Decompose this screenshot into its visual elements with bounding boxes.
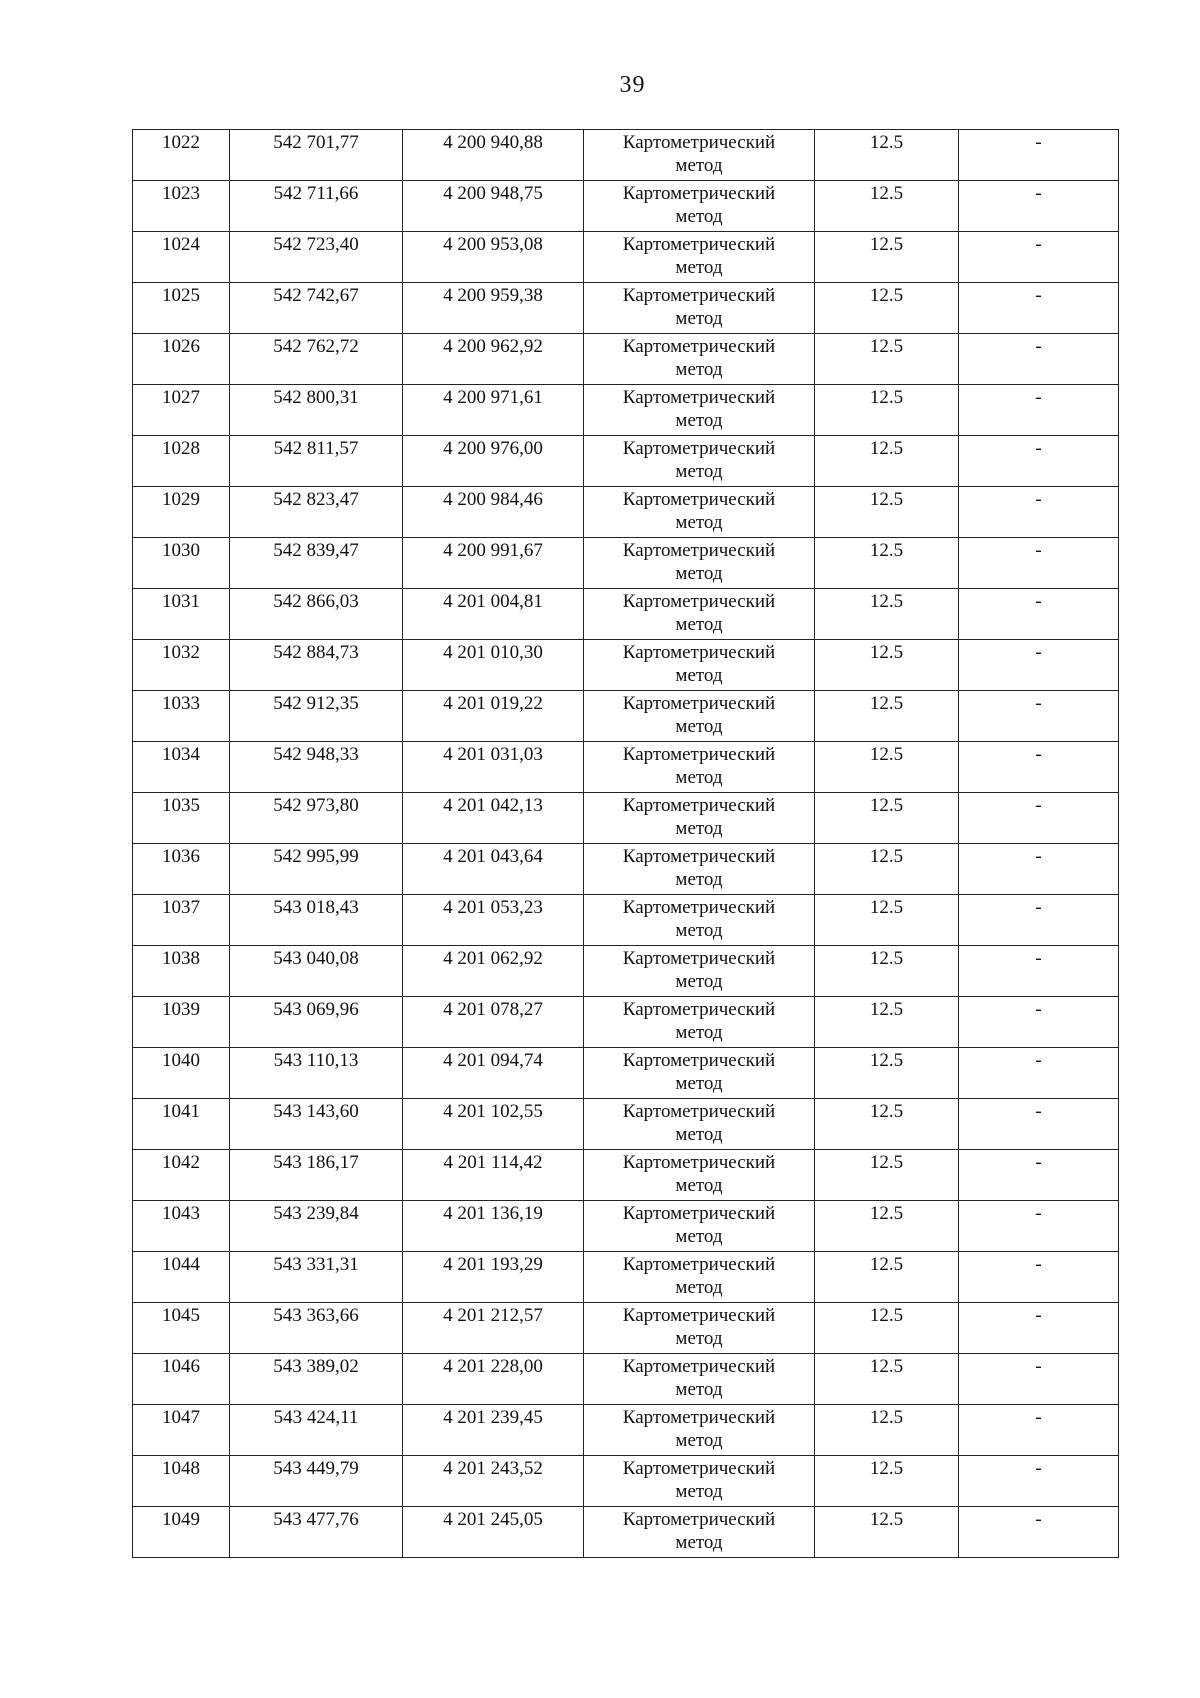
description-cell: - <box>959 946 1119 997</box>
point-number-cell: 1048 <box>133 1456 230 1507</box>
method-cell <box>584 946 815 997</box>
precision-cell: 12.5 <box>815 538 959 589</box>
method-line-2: метод <box>675 206 723 227</box>
table-row <box>133 793 1119 844</box>
description-cell: - <box>959 1354 1119 1405</box>
method-cell <box>584 487 815 538</box>
method-line-2: метод <box>675 1532 723 1553</box>
precision-cell: 12.5 <box>815 742 959 793</box>
method-cell <box>584 1405 815 1456</box>
description-cell: - <box>959 1201 1119 1252</box>
precision-cell: 12.5 <box>815 895 959 946</box>
table-row <box>133 1201 1119 1252</box>
point-number-cell: 1028 <box>133 436 230 487</box>
point-number-cell: 1022 <box>133 130 230 181</box>
point-number-cell: 1031 <box>133 589 230 640</box>
x-coordinate-cell: 543 110,13 <box>230 1048 403 1099</box>
method-line-2: метод <box>675 512 723 533</box>
precision-cell: 12.5 <box>815 130 959 181</box>
table-row <box>133 844 1119 895</box>
precision-cell: 12.5 <box>815 844 959 895</box>
description-cell: - <box>959 436 1119 487</box>
precision-cell: 12.5 <box>815 1354 959 1405</box>
y-coordinate-cell: 4 201 053,23 <box>403 895 584 946</box>
description-cell: - <box>959 844 1119 895</box>
table-row <box>133 1252 1119 1303</box>
method-line-2: метод <box>675 1481 723 1502</box>
description-cell: - <box>959 1405 1119 1456</box>
point-number-cell: 1040 <box>133 1048 230 1099</box>
method-line-1: Картометрический <box>622 744 776 765</box>
x-coordinate-cell: 543 040,08 <box>230 946 403 997</box>
method-line-1: Картометрический <box>622 1509 776 1530</box>
method-cell <box>584 895 815 946</box>
method-cell <box>584 997 815 1048</box>
method-line-1: Картометрический <box>622 1152 776 1173</box>
description-cell: - <box>959 385 1119 436</box>
y-coordinate-cell: 4 200 948,75 <box>403 181 584 232</box>
precision-cell: 12.5 <box>815 1303 959 1354</box>
x-coordinate-cell: 542 811,57 <box>230 436 403 487</box>
table-row <box>133 691 1119 742</box>
table-row <box>133 334 1119 385</box>
x-coordinate-cell: 542 800,31 <box>230 385 403 436</box>
x-coordinate-cell: 542 948,33 <box>230 742 403 793</box>
y-coordinate-cell: 4 201 212,57 <box>403 1303 584 1354</box>
method-line-1: Картометрический <box>622 1101 776 1122</box>
y-coordinate-cell: 4 201 193,29 <box>403 1252 584 1303</box>
point-number-cell: 1036 <box>133 844 230 895</box>
x-coordinate-cell: 542 973,80 <box>230 793 403 844</box>
method-line-2: метод <box>675 1175 723 1196</box>
table-row <box>133 1405 1119 1456</box>
y-coordinate-cell: 4 201 102,55 <box>403 1099 584 1150</box>
method-line-1: Картометрический <box>622 132 776 153</box>
y-coordinate-cell: 4 200 976,00 <box>403 436 584 487</box>
point-number-cell: 1030 <box>133 538 230 589</box>
x-coordinate-cell: 543 186,17 <box>230 1150 403 1201</box>
coordinates-table-body <box>133 130 1119 1558</box>
method-line-1: Картометрический <box>622 1458 776 1479</box>
method-line-2: метод <box>675 155 723 176</box>
method-line-1: Картометрический <box>622 846 776 867</box>
method-cell <box>584 1048 815 1099</box>
y-coordinate-cell: 4 201 019,22 <box>403 691 584 742</box>
x-coordinate-cell: 543 331,31 <box>230 1252 403 1303</box>
y-coordinate-cell: 4 201 114,42 <box>403 1150 584 1201</box>
method-line-2: метод <box>675 359 723 380</box>
description-cell: - <box>959 538 1119 589</box>
table-row <box>133 181 1119 232</box>
y-coordinate-cell: 4 201 243,52 <box>403 1456 584 1507</box>
method-line-1: Картометрический <box>622 999 776 1020</box>
point-number-cell: 1023 <box>133 181 230 232</box>
method-line-2: метод <box>675 308 723 329</box>
table-row <box>133 385 1119 436</box>
method-line-1: Картометрический <box>622 1407 776 1428</box>
point-number-cell: 1039 <box>133 997 230 1048</box>
table-row <box>133 1048 1119 1099</box>
method-line-2: метод <box>675 716 723 737</box>
method-cell <box>584 538 815 589</box>
method-line-2: метод <box>675 1379 723 1400</box>
method-line-2: метод <box>675 563 723 584</box>
method-line-2: метод <box>675 767 723 788</box>
precision-cell: 12.5 <box>815 1405 959 1456</box>
description-cell: - <box>959 1150 1119 1201</box>
y-coordinate-cell: 4 201 239,45 <box>403 1405 584 1456</box>
x-coordinate-cell: 542 995,99 <box>230 844 403 895</box>
x-coordinate-cell: 543 143,60 <box>230 1099 403 1150</box>
x-coordinate-cell: 542 701,77 <box>230 130 403 181</box>
precision-cell: 12.5 <box>815 1099 959 1150</box>
method-line-2: метод <box>675 614 723 635</box>
x-coordinate-cell: 543 069,96 <box>230 997 403 1048</box>
x-coordinate-cell: 542 723,40 <box>230 232 403 283</box>
point-number-cell: 1032 <box>133 640 230 691</box>
method-line-2: метод <box>675 410 723 431</box>
description-cell: - <box>959 691 1119 742</box>
method-cell <box>584 1201 815 1252</box>
point-number-cell: 1033 <box>133 691 230 742</box>
table-row <box>133 538 1119 589</box>
description-cell: - <box>959 997 1119 1048</box>
description-cell: - <box>959 1456 1119 1507</box>
precision-cell: 12.5 <box>815 793 959 844</box>
page-number: 39 <box>619 72 646 98</box>
method-cell <box>584 385 815 436</box>
point-number-cell: 1049 <box>133 1507 230 1558</box>
description-cell: - <box>959 1099 1119 1150</box>
table-row <box>133 1099 1119 1150</box>
precision-cell: 12.5 <box>815 946 959 997</box>
precision-cell: 12.5 <box>815 997 959 1048</box>
table-row <box>133 436 1119 487</box>
method-line-2: метод <box>675 920 723 941</box>
point-number-cell: 1044 <box>133 1252 230 1303</box>
table-row <box>133 487 1119 538</box>
y-coordinate-cell: 4 201 136,19 <box>403 1201 584 1252</box>
method-line-1: Картометрический <box>622 336 776 357</box>
x-coordinate-cell: 542 711,66 <box>230 181 403 232</box>
description-cell: - <box>959 895 1119 946</box>
method-line-1: Картометрический <box>622 795 776 816</box>
precision-cell: 12.5 <box>815 1150 959 1201</box>
table-row <box>133 640 1119 691</box>
coordinates-table <box>132 129 1119 1558</box>
y-coordinate-cell: 4 201 010,30 <box>403 640 584 691</box>
method-line-2: метод <box>675 461 723 482</box>
precision-cell: 12.5 <box>815 691 959 742</box>
method-line-1: Картометрический <box>622 897 776 918</box>
point-number-cell: 1034 <box>133 742 230 793</box>
y-coordinate-cell: 4 201 004,81 <box>403 589 584 640</box>
x-coordinate-cell: 542 884,73 <box>230 640 403 691</box>
y-coordinate-cell: 4 201 031,03 <box>403 742 584 793</box>
table-row <box>133 283 1119 334</box>
table-row <box>133 1507 1119 1558</box>
precision-cell: 12.5 <box>815 436 959 487</box>
precision-cell: 12.5 <box>815 385 959 436</box>
y-coordinate-cell: 4 201 043,64 <box>403 844 584 895</box>
description-cell: - <box>959 1252 1119 1303</box>
method-line-1: Картометрический <box>622 591 776 612</box>
description-cell: - <box>959 589 1119 640</box>
x-coordinate-cell: 543 363,66 <box>230 1303 403 1354</box>
method-line-2: метод <box>675 1124 723 1145</box>
precision-cell: 12.5 <box>815 1507 959 1558</box>
description-cell: - <box>959 334 1119 385</box>
y-coordinate-cell: 4 200 959,38 <box>403 283 584 334</box>
table-row <box>133 232 1119 283</box>
precision-cell: 12.5 <box>815 640 959 691</box>
method-line-1: Картометрический <box>622 183 776 204</box>
method-line-1: Картометрический <box>622 540 776 561</box>
table-row <box>133 1303 1119 1354</box>
description-cell: - <box>959 283 1119 334</box>
method-cell <box>584 1303 815 1354</box>
y-coordinate-cell: 4 201 245,05 <box>403 1507 584 1558</box>
x-coordinate-cell: 543 389,02 <box>230 1354 403 1405</box>
method-line-1: Картометрический <box>622 234 776 255</box>
point-number-cell: 1042 <box>133 1150 230 1201</box>
precision-cell: 12.5 <box>815 334 959 385</box>
precision-cell: 12.5 <box>815 181 959 232</box>
point-number-cell: 1045 <box>133 1303 230 1354</box>
method-line-1: Картометрический <box>622 285 776 306</box>
precision-cell: 12.5 <box>815 487 959 538</box>
method-line-1: Картометрический <box>622 693 776 714</box>
point-number-cell: 1047 <box>133 1405 230 1456</box>
method-line-1: Картометрический <box>622 1356 776 1377</box>
x-coordinate-cell: 543 239,84 <box>230 1201 403 1252</box>
method-line-1: Картометрический <box>622 1254 776 1275</box>
precision-cell: 12.5 <box>815 283 959 334</box>
precision-cell: 12.5 <box>815 1456 959 1507</box>
method-line-1: Картометрический <box>622 642 776 663</box>
x-coordinate-cell: 542 823,47 <box>230 487 403 538</box>
x-coordinate-cell: 542 742,67 <box>230 283 403 334</box>
method-cell <box>584 793 815 844</box>
precision-cell: 12.5 <box>815 1252 959 1303</box>
method-line-2: метод <box>675 1277 723 1298</box>
y-coordinate-cell: 4 201 078,27 <box>403 997 584 1048</box>
method-line-1: Картометрический <box>622 1305 776 1326</box>
description-cell: - <box>959 232 1119 283</box>
precision-cell: 12.5 <box>815 589 959 640</box>
point-number-cell: 1025 <box>133 283 230 334</box>
description-cell: - <box>959 742 1119 793</box>
x-coordinate-cell: 543 424,11 <box>230 1405 403 1456</box>
method-cell <box>584 640 815 691</box>
y-coordinate-cell: 4 200 940,88 <box>403 130 584 181</box>
method-cell <box>584 742 815 793</box>
method-line-2: метод <box>675 1226 723 1247</box>
x-coordinate-cell: 542 762,72 <box>230 334 403 385</box>
table-row <box>133 130 1119 181</box>
method-line-1: Картометрический <box>622 438 776 459</box>
description-cell: - <box>959 1048 1119 1099</box>
table-row <box>133 1354 1119 1405</box>
method-cell <box>584 334 815 385</box>
x-coordinate-cell: 542 912,35 <box>230 691 403 742</box>
x-coordinate-cell: 542 866,03 <box>230 589 403 640</box>
y-coordinate-cell: 4 201 042,13 <box>403 793 584 844</box>
method-line-2: метод <box>675 1430 723 1451</box>
method-line-2: метод <box>675 1073 723 1094</box>
table-row <box>133 589 1119 640</box>
description-cell: - <box>959 487 1119 538</box>
table-row <box>133 946 1119 997</box>
y-coordinate-cell: 4 201 094,74 <box>403 1048 584 1099</box>
point-number-cell: 1027 <box>133 385 230 436</box>
method-line-2: метод <box>675 665 723 686</box>
table-row <box>133 1456 1119 1507</box>
method-cell <box>584 283 815 334</box>
description-cell: - <box>959 130 1119 181</box>
point-number-cell: 1029 <box>133 487 230 538</box>
table-row <box>133 742 1119 793</box>
precision-cell: 12.5 <box>815 232 959 283</box>
method-cell <box>584 1354 815 1405</box>
table-row <box>133 997 1119 1048</box>
method-cell <box>584 436 815 487</box>
method-line-2: метод <box>675 818 723 839</box>
point-number-cell: 1043 <box>133 1201 230 1252</box>
y-coordinate-cell: 4 201 228,00 <box>403 1354 584 1405</box>
y-coordinate-cell: 4 200 953,08 <box>403 232 584 283</box>
table-row <box>133 895 1119 946</box>
description-cell: - <box>959 793 1119 844</box>
method-cell <box>584 1252 815 1303</box>
method-cell <box>584 844 815 895</box>
point-number-cell: 1046 <box>133 1354 230 1405</box>
y-coordinate-cell: 4 200 991,67 <box>403 538 584 589</box>
y-coordinate-cell: 4 200 984,46 <box>403 487 584 538</box>
method-cell <box>584 1456 815 1507</box>
point-number-cell: 1038 <box>133 946 230 997</box>
point-number-cell: 1037 <box>133 895 230 946</box>
method-cell <box>584 1099 815 1150</box>
method-cell <box>584 691 815 742</box>
method-line-1: Картометрический <box>622 948 776 969</box>
description-cell: - <box>959 1507 1119 1558</box>
description-cell: - <box>959 640 1119 691</box>
table-row <box>133 1150 1119 1201</box>
description-cell: - <box>959 181 1119 232</box>
y-coordinate-cell: 4 200 971,61 <box>403 385 584 436</box>
method-cell <box>584 232 815 283</box>
method-line-1: Картометрический <box>622 387 776 408</box>
method-line-2: метод <box>675 1328 723 1349</box>
method-line-2: метод <box>675 869 723 890</box>
point-number-cell: 1026 <box>133 334 230 385</box>
method-line-1: Картометрический <box>622 489 776 510</box>
method-cell <box>584 130 815 181</box>
method-cell <box>584 181 815 232</box>
precision-cell: 12.5 <box>815 1048 959 1099</box>
precision-cell: 12.5 <box>815 1201 959 1252</box>
point-number-cell: 1041 <box>133 1099 230 1150</box>
method-line-1: Картометрический <box>622 1050 776 1071</box>
x-coordinate-cell: 543 449,79 <box>230 1456 403 1507</box>
y-coordinate-cell: 4 200 962,92 <box>403 334 584 385</box>
method-cell <box>584 1150 815 1201</box>
x-coordinate-cell: 543 477,76 <box>230 1507 403 1558</box>
x-coordinate-cell: 542 839,47 <box>230 538 403 589</box>
method-line-1: Картометрический <box>622 1203 776 1224</box>
x-coordinate-cell: 543 018,43 <box>230 895 403 946</box>
y-coordinate-cell: 4 201 062,92 <box>403 946 584 997</box>
method-cell <box>584 1507 815 1558</box>
method-line-2: метод <box>675 971 723 992</box>
method-line-2: метод <box>675 257 723 278</box>
point-number-cell: 1035 <box>133 793 230 844</box>
method-cell <box>584 589 815 640</box>
point-number-cell: 1024 <box>133 232 230 283</box>
method-line-2: метод <box>675 1022 723 1043</box>
description-cell: - <box>959 1303 1119 1354</box>
